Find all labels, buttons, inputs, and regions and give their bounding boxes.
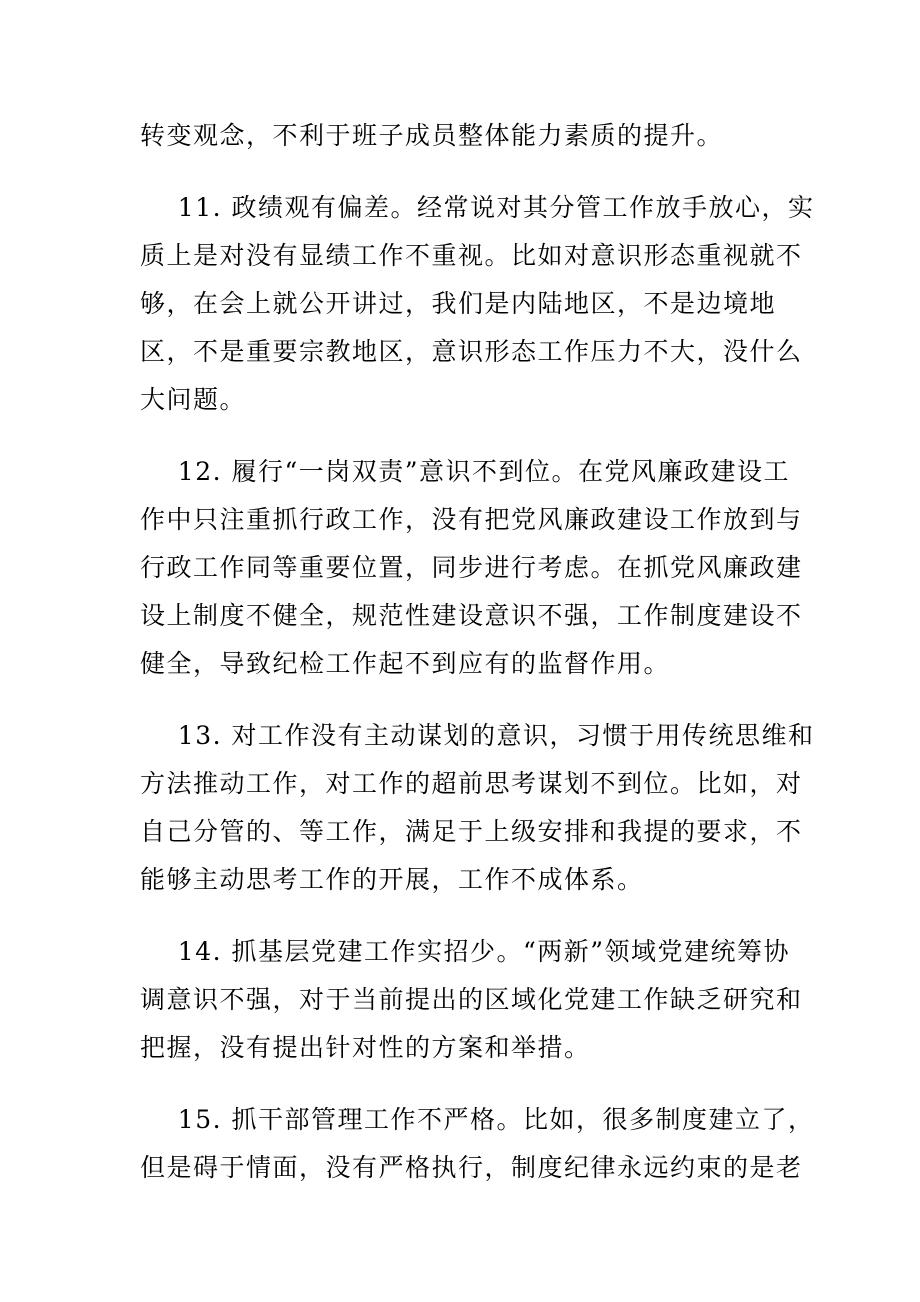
paragraph-13-line-2: 方法推动工作，对工作的超前思考谋划不到位。比如，对 xyxy=(140,769,803,798)
paragraph-13-line-3: 自己分管的、等工作，满足于上级安排和我提的要求，不 xyxy=(140,817,803,846)
paragraph-13-line-1: 13. 对工作没有主动谋划的意识，习惯于用传统思维和 xyxy=(140,721,815,750)
paragraph-12-line-1: 12. 履行“一岗双责”意识不到位。在党风廉政建设工 xyxy=(140,457,791,486)
paragraph-13-line-4: 能够主动思考工作的开展，工作不成体系。 xyxy=(140,865,644,894)
paragraph-11-line-3: 够，在会上就公开讲过，我们是内陆地区，不是边境地 xyxy=(140,289,777,318)
paragraph-12-line-3: 行政工作同等重要位置，同步进行考虑。在抓党风廉政建 xyxy=(140,553,803,582)
paragraph-12-line-5: 健全，导致纪检工作起不到应有的监督作用。 xyxy=(140,649,671,678)
paragraph-14-line-1: 14. 抓基层党建工作实招少。“两新”领域党建统筹协 xyxy=(140,937,791,966)
paragraph-12-line-4: 设上制度不健全，规范性建设意识不强，工作制度建设不 xyxy=(140,601,803,630)
paragraph-11-line-2: 质上是对没有显绩工作不重视。比如对意识形态重视就不 xyxy=(140,241,803,270)
paragraph-14-line-3: 把握，没有提出针对性的方案和举措。 xyxy=(140,1033,591,1062)
paragraph-12-line-2: 作中只注重抓行政工作，没有把党风廉政建设工作放到与 xyxy=(140,505,803,534)
paragraph-14-line-2: 调意识不强，对于当前提出的区域化党建工作缺乏研究和 xyxy=(140,985,803,1014)
paragraph-11-line-1: 11. 政绩观有偏差。经常说对其分管工作放手放心，实 xyxy=(140,193,815,222)
paragraph-15-line-2: 但是碍于情面，没有严格执行，制度纪律永远约束的是老 xyxy=(140,1153,803,1182)
paragraph-continuation-line-1: 转变观念，不利于班子成员整体能力素质的提升。 xyxy=(140,121,724,150)
paragraph-11-line-5: 大问题。 xyxy=(140,385,247,414)
paragraph-15-line-1: 15. 抓干部管理工作不严格。比如，很多制度建立了， xyxy=(140,1105,815,1134)
paragraph-11-line-4: 区，不是重要宗教地区，意识形态工作压力不大，没什么 xyxy=(140,337,803,366)
